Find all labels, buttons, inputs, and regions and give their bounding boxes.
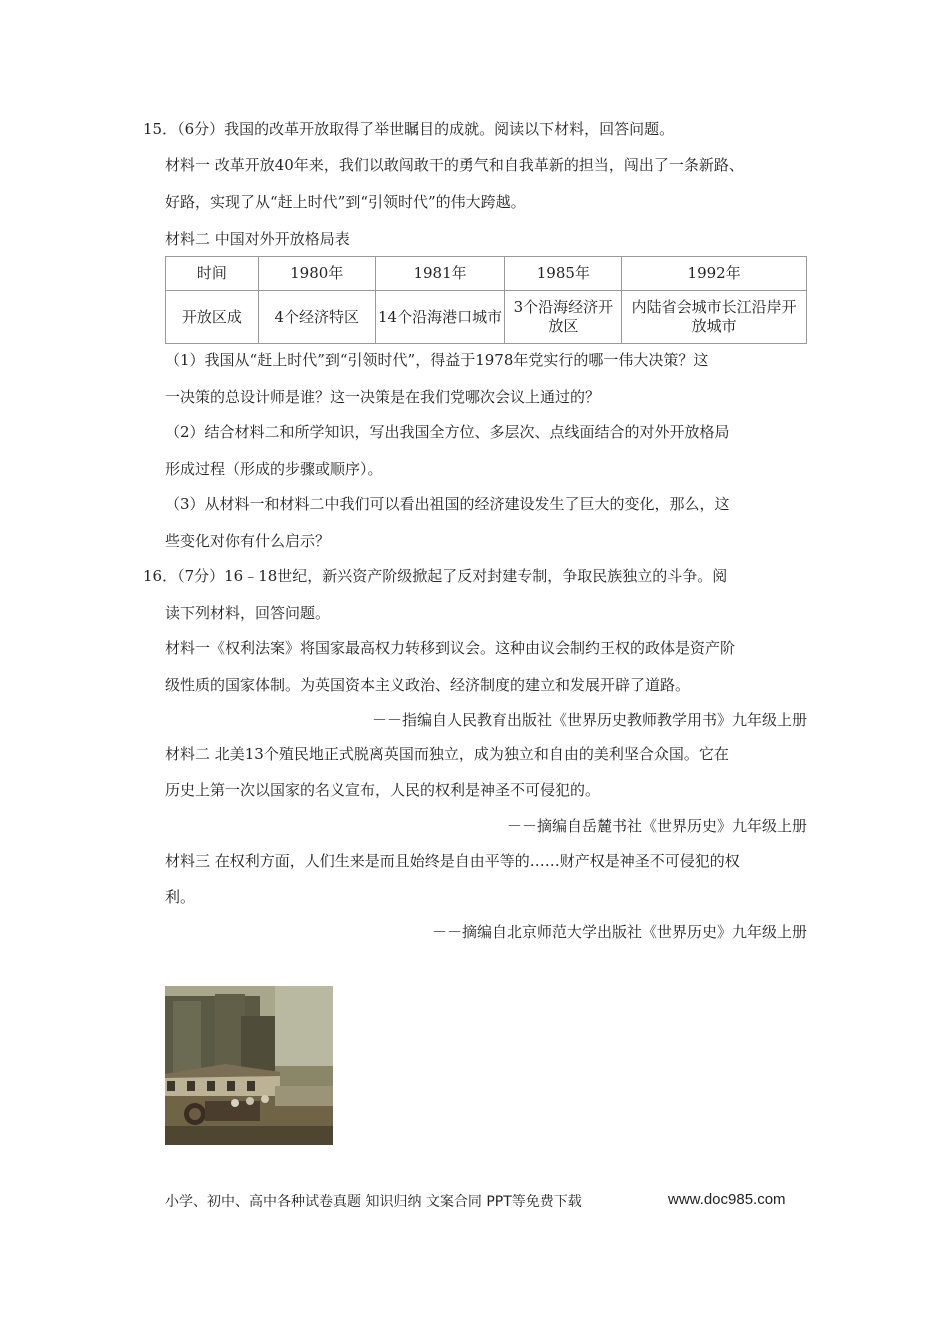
footer-url[interactable]: www.doc985.com <box>668 1191 786 1208</box>
bastille-painting-image <box>165 986 333 1145</box>
q16-material3-source: －－摘编自北京师范大学出版社《世界历史》九年级上册 <box>431 923 807 941</box>
q15-sub3-line2: 些变化对你有什么启示？ <box>165 532 331 550</box>
table-row-label: 开放区成 <box>166 291 259 344</box>
table-cell: 内陆省会城市长江沿岸开放城市 <box>622 291 807 344</box>
table-cell: 3个沿海经济开放区 <box>505 291 622 344</box>
q15-sub3-line1: （3）从材料一和材料二中我们可以看出祖国的经济建设发生了巨大的变化，那么，这 <box>165 495 730 513</box>
table-header-row <box>166 257 807 291</box>
q15-sub2-line2: 形成过程（形成的步骤或顺序）。 <box>165 460 383 478</box>
q16-header-line1: 16．（7分）16﹣18世纪，新兴资产阶级掀起了反对封建专制，争取民族独立的斗争。阅 <box>143 567 728 585</box>
q16-material2-source: －－摘编自岳麓书社《世界历史》九年级上册 <box>506 817 807 835</box>
q15-sub2-line1: （2）结合材料二和所学知识，写出我国全方位、多层次、点线面结合的对外开放格局 <box>165 423 730 441</box>
table-cell: 14个沿海港口城市 <box>375 291 505 344</box>
opening-pattern-table <box>165 256 807 344</box>
table-header-cell: 1981年 <box>375 257 505 291</box>
q15-header: 15．（6分）我国的改革开放取得了举世瞩目的成就。阅读以下材料，回答问题。 <box>143 120 675 138</box>
q15-sub1-line2: 一决策的总设计师是谁？这一决策是在我们党哪次会议上通过的？ <box>165 388 601 406</box>
q15-material1-line1: 材料一 改革开放40年来，我们以敢闯敢干的勇气和自我革新的担当，闯出了一条新路、 <box>165 156 744 174</box>
footer-text: 小学、初中、高中各种试卷真题 知识归纳 文案合同 PPT等免费下载 <box>165 1194 582 1210</box>
q15-material2-title: 材料二 中国对外开放格局表 <box>165 230 350 248</box>
table-cell: 4个经济特区 <box>258 291 375 344</box>
table-header-cell: 1985年 <box>505 257 622 291</box>
q16-material1-line1: 材料一《权利法案》将国家最高权力转移到议会。这种由议会制约王权的政体是资产阶 <box>165 639 736 657</box>
page-footer <box>165 1191 786 1211</box>
q16-material2-line2: 历史上第一次以国家的名义宣布，人民的权利是神圣不可侵犯的。 <box>165 781 601 799</box>
table-header-cell: 1980年 <box>258 257 375 291</box>
q16-material1-source: －－指编自人民教育出版社《世界历史教师教学用书》九年级上册 <box>371 711 807 729</box>
table-header-cell: 时间 <box>166 257 259 291</box>
table-row <box>166 291 807 344</box>
q15-material1-line2: 好路，实现了从“赶上时代”到“引领时代”的伟大跨越。 <box>165 193 526 211</box>
q16-material3-line1: 材料三 在权利方面，人们生来是而且始终是自由平等的……财产权是神圣不可侵犯的权 <box>165 852 740 870</box>
q16-material2-line1: 材料二 北美13个殖民地正式脱离英国而独立，成为独立和自由的美利坚合众国。它在 <box>165 745 729 763</box>
q16-header-line2: 读下列材料，回答问题。 <box>165 604 331 622</box>
table-header-cell: 1992年 <box>622 257 807 291</box>
q15-sub1-line1: （1）我国从“赶上时代”到“引领时代”，得益于1978年党实行的哪一伟大决策？这 <box>165 351 709 369</box>
q16-material3-line2: 利。 <box>165 888 196 906</box>
q16-material1-line2: 级性质的国家体制。为英国资本主义政治、经济制度的建立和发展开辟了道路。 <box>165 676 691 694</box>
